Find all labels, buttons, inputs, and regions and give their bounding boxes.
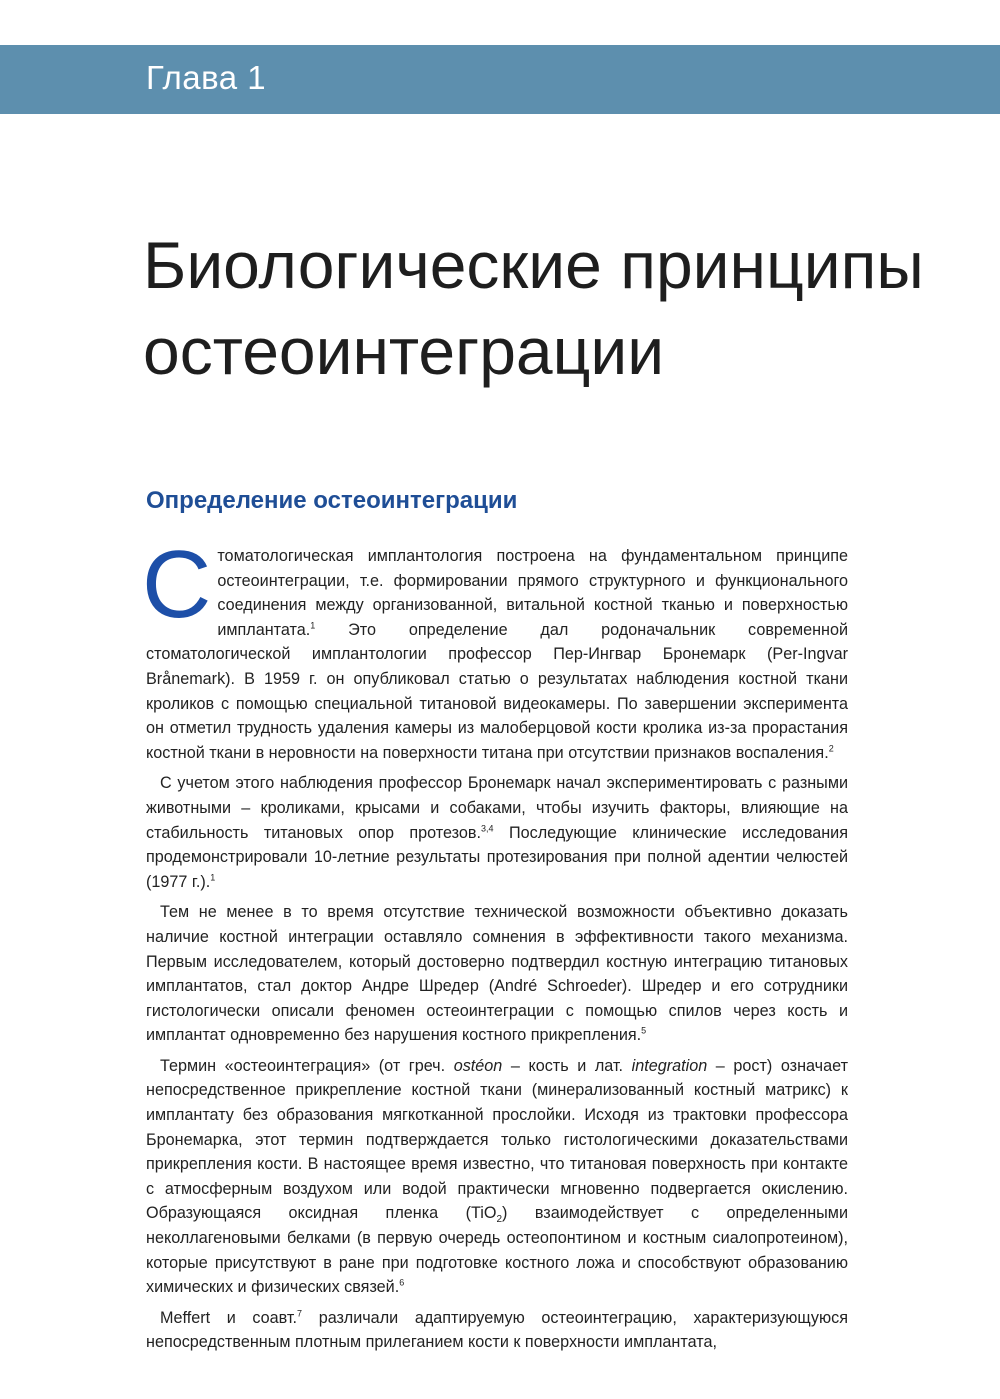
paragraph-text: Это определение дал родоначальник современной стоматологической имплантологии профессор Пер-Ингвар Бронемарк (Per-Ingvar Brånemark). В 1959 г. он опубликовал статью о результатах наблюдения костной ткани кроликов с помощью специальной титановой видеокамеры. По завершении эксперимента он отметил трудность удаления камеры из малоберцовой кости кролика из-за прорастания костной ткани в неровности на поверхности титана при отсутствии признаков воспаления. — [146, 620, 848, 762]
footnote-ref: 1 — [310, 620, 316, 631]
chapter-label: Глава 1 — [146, 59, 267, 96]
footnote-ref: 3,4 — [481, 823, 494, 834]
body-text — [142, 531, 848, 1361]
paragraph-text: Термин «остеоинтеграция» (от греч. — [160, 1056, 454, 1075]
chapter-band — [0, 45, 1000, 114]
paragraph-5 — [146, 1306, 848, 1355]
footnote-ref: 1 — [210, 872, 216, 883]
paragraph-text: Meffert и соавт. — [160, 1308, 298, 1327]
footnote-ref: 5 — [641, 1025, 647, 1036]
paragraph-text: – рост) означает непосредственное прикрепление костной ткани (минерализованный костный матрикс) к имплантату без образования мягкотканной прослойки. Исходя из трактовки профессора Бронемарка, этот термин подтверждается только гистологическими доказательствами прикрепления кости. В настоящее время известно, что титановая поверхность при контакте с атмосферным воздухом или водой практически мгновенно подвергается окислению. Образующаяся оксидная пленка (TiO — [146, 1056, 848, 1223]
paragraph-3 — [146, 900, 848, 1048]
italic-term: integration — [631, 1056, 708, 1075]
paragraph-4 — [146, 1054, 848, 1300]
paragraph-text: – кость и лат. — [502, 1056, 632, 1075]
paragraph-text: Тем не менее в то время отсутствие технической возможности объективно доказать наличие костной интеграции оставляло сомнения в эффективности такого механизма. Первым исследователем, который достоверно подтвердил костную интеграцию титановых имплантатов, стал доктор Андре Шредер (André Schroeder). Шредер и его сотрудники гистологически описали феномен остеоинтеграции с помощью спилов через кость и имплантат одновременно без нарушения костного прикрепления. — [146, 903, 848, 1045]
footnote-ref: 2 — [828, 743, 834, 754]
paragraph-2 — [146, 771, 848, 894]
paragraph-text: ) взаимодействует с определенными неколлагеновыми белками (в первую очередь остеопонтином и костным сиалопротеином), которые присутствуют в ране при подготовке костного ложа и способствуют образованию химических и физических связей. — [146, 1204, 848, 1297]
footnote-ref: 6 — [399, 1277, 405, 1288]
paragraph-1 — [142, 531, 848, 765]
chapter-title — [143, 222, 993, 394]
subscript: 2 — [496, 1214, 503, 1226]
chapter-title-line-2: остеоинтеграции — [143, 314, 665, 388]
chapter-title-line-1: Биологические принципы — [143, 228, 924, 302]
drop-cap: С — [142, 531, 212, 638]
section-heading: Определение остеоинтеграции — [146, 487, 518, 514]
italic-term: ostéon — [453, 1056, 503, 1075]
footnote-ref: 7 — [297, 1308, 303, 1319]
paragraph-text: С учетом этого наблюдения профессор Бронемарк начал экспериментировать с разными животными – кроликами, крысами и собаками, чтобы изучить факторы, влияющие на стабильность титановых опор протезов. — [146, 774, 848, 842]
paragraph-text: томатологическая имплантология построена на фундаментальном принципе остеоинтеграции, т.е. формировании прямого структурного и функционального соединения между организованной, витальной костной тканью и поверхностью имплантата. — [217, 547, 848, 639]
paragraph-text: различали адаптируемую остеоинтеграцию, характеризующуюся непосредственным плотным прилеганием кости к поверхности имплантата, — [146, 1308, 848, 1352]
paragraph-text: Последующие клинические исследования продемонстрировали 10-летние результаты протезирования при полной адентии челюстей (1977 г.). — [146, 823, 848, 891]
